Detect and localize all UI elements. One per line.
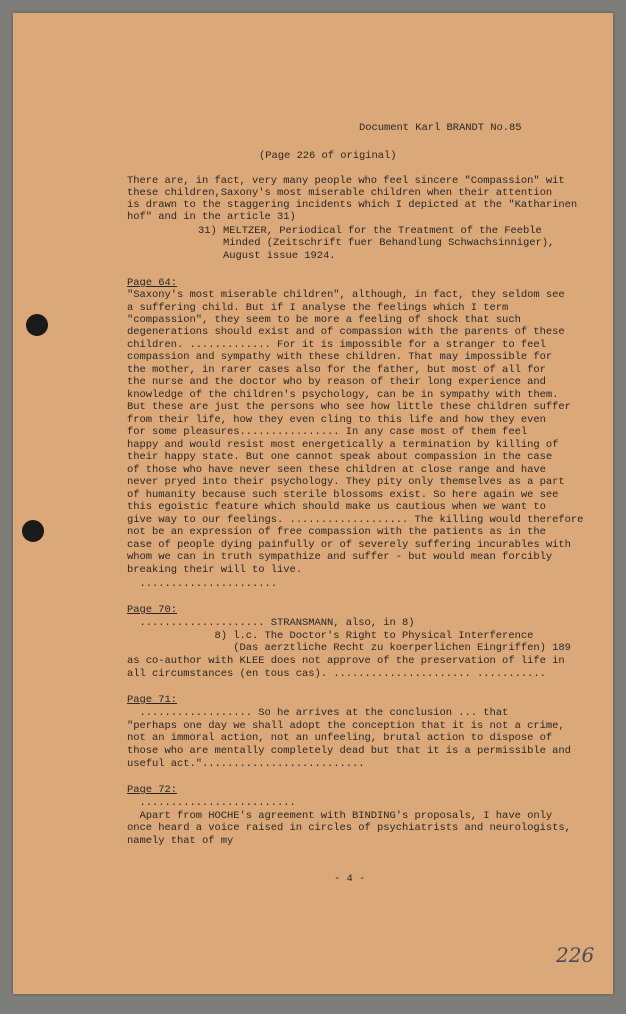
text-line: this egoistic feature which should make us cautious when we want to	[127, 501, 546, 513]
text-line: the mother, in rarer cases also for the father, but most of all for	[127, 364, 546, 376]
text-line: "Saxony's most miserable children", although, in fact, they seldom see	[127, 289, 565, 301]
text-line: .........................	[127, 797, 296, 809]
section-heading: Page 64:	[127, 277, 178, 289]
text-line: namely that of my	[127, 835, 234, 847]
text-line: "perhaps one day we shall adopt the conception that it is not a crime,	[127, 720, 565, 732]
text-line: hof" and in the article 31)	[127, 211, 296, 223]
text-line: all circumstances (en tous cas). ...................... ...........	[127, 668, 546, 680]
text-line: give way to our feelings. ................... The killing would therefore	[127, 514, 584, 526]
original-page-reference: (Page 226 of original)	[259, 150, 397, 162]
text-line: But these are just the persons who see how little these children suffer	[127, 401, 571, 413]
section-heading: Page 70:	[127, 604, 178, 616]
punch-hole-bottom	[22, 520, 44, 542]
punch-hole-top	[26, 314, 48, 336]
footnote-line: August issue 1924.	[198, 250, 336, 262]
text-line: once heard a voice raised in circles of psychiatrists and neurologists,	[127, 822, 571, 834]
footnote-line: 31) MELTZER, Periodical for the Treatment of the Feeble	[198, 225, 542, 237]
handwritten-page-number: 226	[556, 943, 595, 967]
text-line: never pryed into their psychology. They pity only themselves as a part	[127, 476, 565, 488]
text-line: of humanity because such sterile blossoms exist. So here again we see	[127, 489, 559, 501]
text-line: their happy state. But one cannot speak about compassion in the case	[127, 451, 553, 463]
text-line: case of people dying painfully or of severely suffering incurables with	[127, 539, 571, 551]
text-line: Apart from HOCHE's agreement with BINDING's proposals, I have only	[127, 810, 553, 822]
text-line: ......................	[127, 578, 278, 590]
text-line: knowledge of the children's psychology, can be in sympathy with them.	[127, 389, 559, 401]
text-line: breaking their will to live.	[127, 564, 303, 576]
text-line: .................. So he arrives at the conclusion ... that	[127, 707, 509, 719]
text-line: not an immoral action, not an unfeeling, brutal action to dispose of	[127, 732, 553, 744]
page-number: - 4 -	[334, 873, 366, 885]
text-line: these children,Saxony's most miserable children when their attention	[127, 187, 553, 199]
text-line: There are, in fact, very many people who feel sincere "Compassion" wit	[127, 175, 565, 187]
footnote-line: Minded (Zeitschrift fuer Behandlung Schwachsinniger),	[198, 237, 555, 249]
text-line: as co-author with KLEE does not approve of the preservation of life in	[127, 655, 565, 667]
text-line: those who are mentally completely dead but that it is a permissible and	[127, 745, 571, 757]
text-line: whom we can in truth sympathize and suffer - but would mean forcibly	[127, 551, 553, 563]
text-line: children. ............. For it is impossible for a stranger to feel	[127, 339, 546, 351]
text-line: degenerations should exist and of compassion with the parents of these	[127, 326, 565, 338]
text-line: of those who have never seen these children at close range and have	[127, 464, 546, 476]
text-line: "compassion", they seem to be more a feeling of shock that such	[127, 314, 521, 326]
text-line: .................... STRANSMANN, also, in 8)	[127, 617, 415, 629]
text-line: not be an expression of free compassion with the patients as in the	[127, 526, 546, 538]
text-line: useful act."..........................	[127, 758, 365, 770]
text-line: (Das aerztliche Recht zu koerperlichen Eingriffen) 189	[127, 642, 571, 654]
text-line: a suffering child. But if I analyse the feelings which I term	[127, 302, 509, 314]
section-heading: Page 71:	[127, 694, 178, 706]
section-heading: Page 72:	[127, 784, 178, 796]
document-reference: Document Karl BRANDT No.85	[359, 122, 522, 134]
text-line: compassion and sympathy with these children. That may impossible for	[127, 351, 553, 363]
text-line: is drawn to the staggering incidents which I depicted at the "Katharinen	[127, 199, 578, 211]
text-line: happy and would resist most energetically a termination by killing of	[127, 439, 559, 451]
text-line: for some pleasures................ In any case most of them feel	[127, 426, 528, 438]
text-line: from their life, how they even cling to this life and how they even	[127, 414, 546, 426]
text-line: the nurse and the doctor who by reason of their long experience and	[127, 376, 546, 388]
text-line: 8) l.c. The Doctor's Right to Physical Interference	[127, 630, 534, 642]
